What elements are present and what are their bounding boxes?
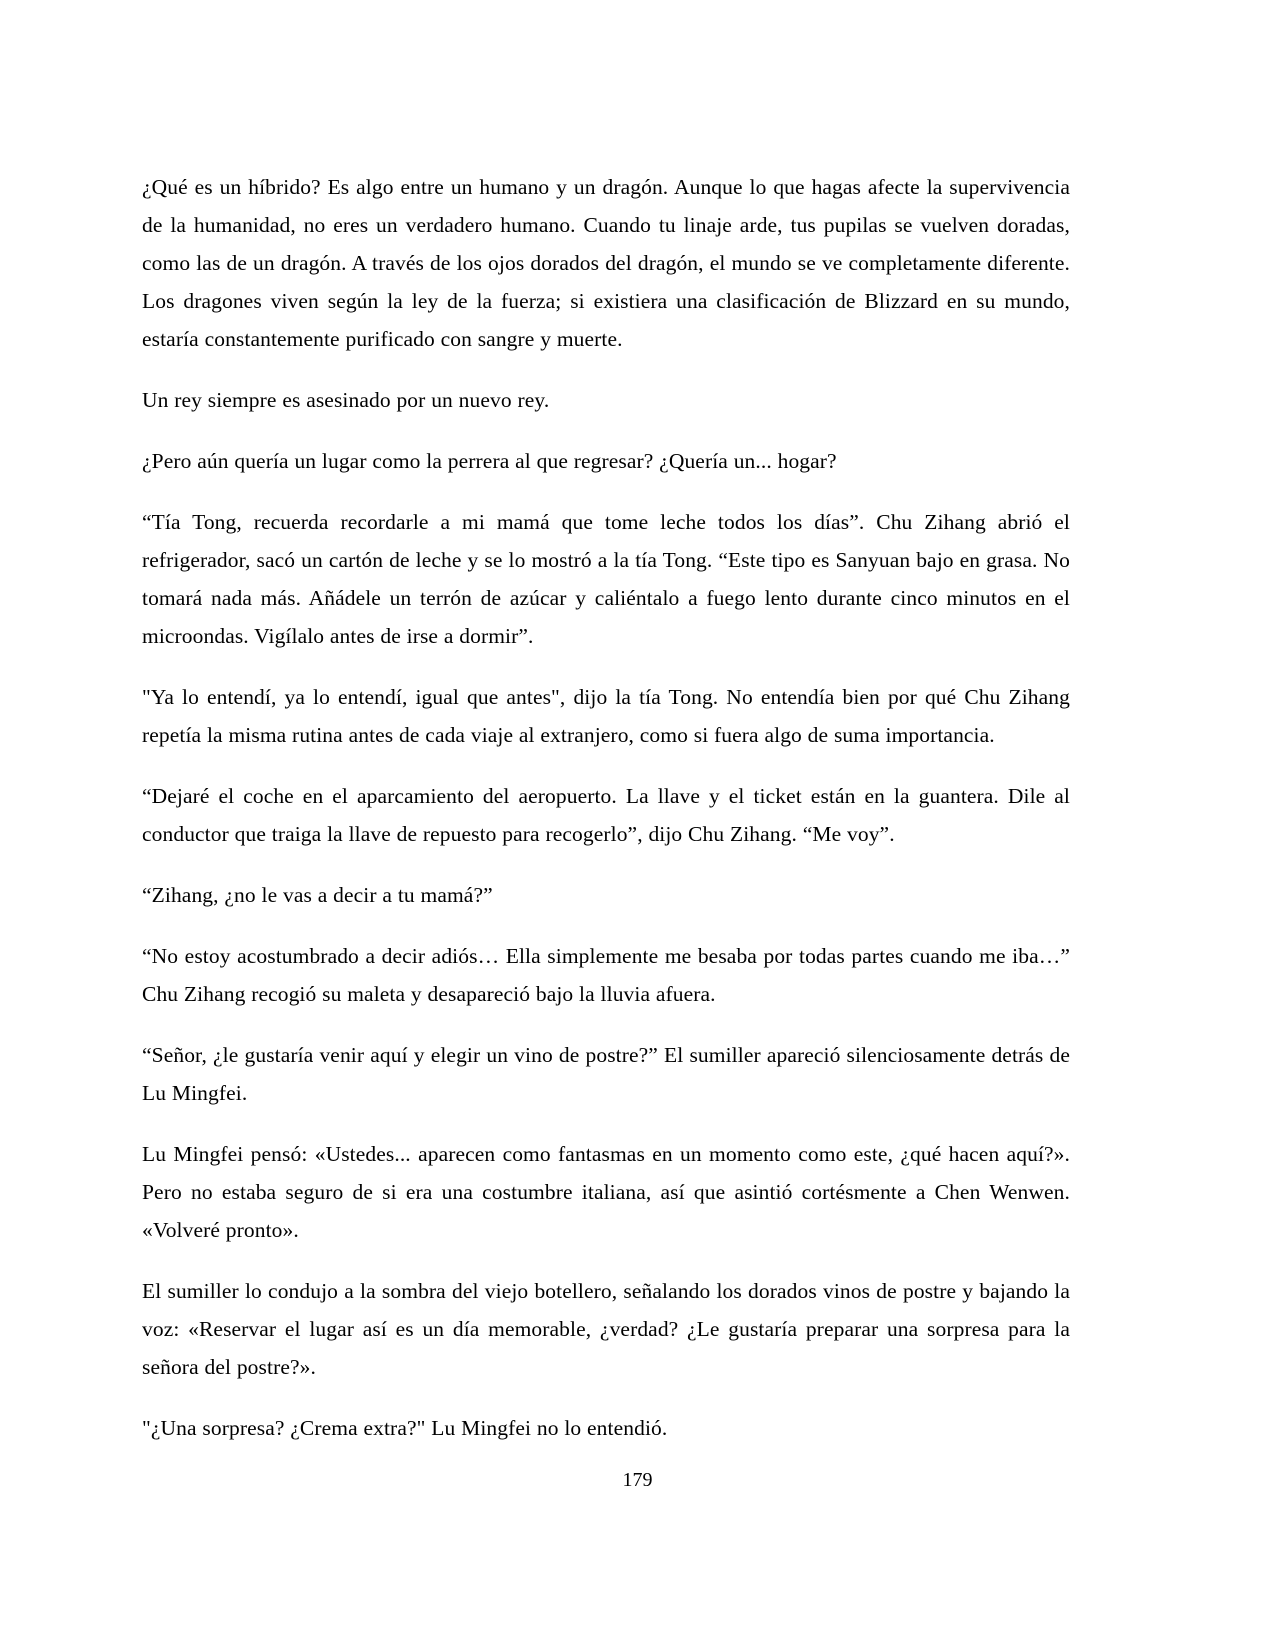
body-paragraph: “Tía Tong, recuerda recordarle a mi mamá que tome leche todos los días”. Chu Zihang abrió el refrigerador, sacó un cartón de leche y se lo mostró a la tía Tong. “Este tipo es Sanyuan bajo en grasa. No tomará nada más. Añádele un terrón de azúcar y caliéntalo a fuego lento durante cinco minutos en el microondas. Vigílalo antes de irse a dormir”. <box>142 510 1070 648</box>
body-paragraph: ¿Pero aún quería un lugar como la perrera al que regresar? ¿Quería un... hogar? <box>142 449 837 473</box>
body-paragraph: “Zihang, ¿no le vas a decir a tu mamá?” <box>142 883 493 907</box>
body-paragraph: Un rey siempre es asesinado por un nuevo rey. <box>142 388 550 412</box>
body-paragraph: El sumiller lo condujo a la sombra del viejo botellero, señalando los dorados vinos de postre y bajando la voz: «Reservar el lugar así es un día memorable, ¿verdad? ¿Le gustaría preparar una sorpresa para la señora del postre?». <box>142 1279 1070 1379</box>
body-paragraph: “Dejaré el coche en el aparcamiento del aeropuerto. La llave y el ticket están en la guantera. Dile al conductor que traiga la llave de repuesto para recogerlo”, dijo Chu Zihang. “Me voy”. <box>142 784 1070 846</box>
body-text-column <box>142 168 1070 1447</box>
page-number: 179 <box>622 1469 653 1491</box>
body-paragraph: Lu Mingfei pensó: «Ustedes... aparecen como fantasmas en un momento como este, ¿qué hacen aquí?». Pero no estaba seguro de si era una costumbre italiana, así que asintió cortésmente a Chen Wenwen. «Volveré pronto». <box>142 1142 1070 1242</box>
body-paragraph: ¿Qué es un híbrido? Es algo entre un humano y un dragón. Aunque lo que hagas afecte la supervivencia de la humanidad, no eres un verdadero humano. Cuando tu linaje arde, tus pupilas se vuelven doradas, como las de un dragón. A través de los ojos dorados del dragón, el mundo se ve completamente diferente. Los dragones viven según la ley de la fuerza; si existiera una clasificación de Blizzard en su mundo, estaría constantemente purificado con sangre y muerte. <box>142 175 1070 351</box>
body-paragraph: “Señor, ¿le gustaría venir aquí y elegir un vino de postre?” El sumiller apareció silenciosamente detrás de Lu Mingfei. <box>142 1043 1070 1105</box>
body-paragraph: “No estoy acostumbrado a decir adiós… Ella simplemente me besaba por todas partes cuando me iba…” Chu Zihang recogió su maleta y desapareció bajo la lluvia afuera. <box>142 944 1070 1006</box>
body-paragraph: "Ya lo entendí, ya lo entendí, igual que antes", dijo la tía Tong. No entendía bien por qué Chu Zihang repetía la misma rutina antes de cada viaje al extranjero, como si fuera algo de suma importancia. <box>142 685 1070 747</box>
body-paragraph: "¿Una sorpresa? ¿Crema extra?" Lu Mingfei no lo entendió. <box>142 1416 668 1440</box>
